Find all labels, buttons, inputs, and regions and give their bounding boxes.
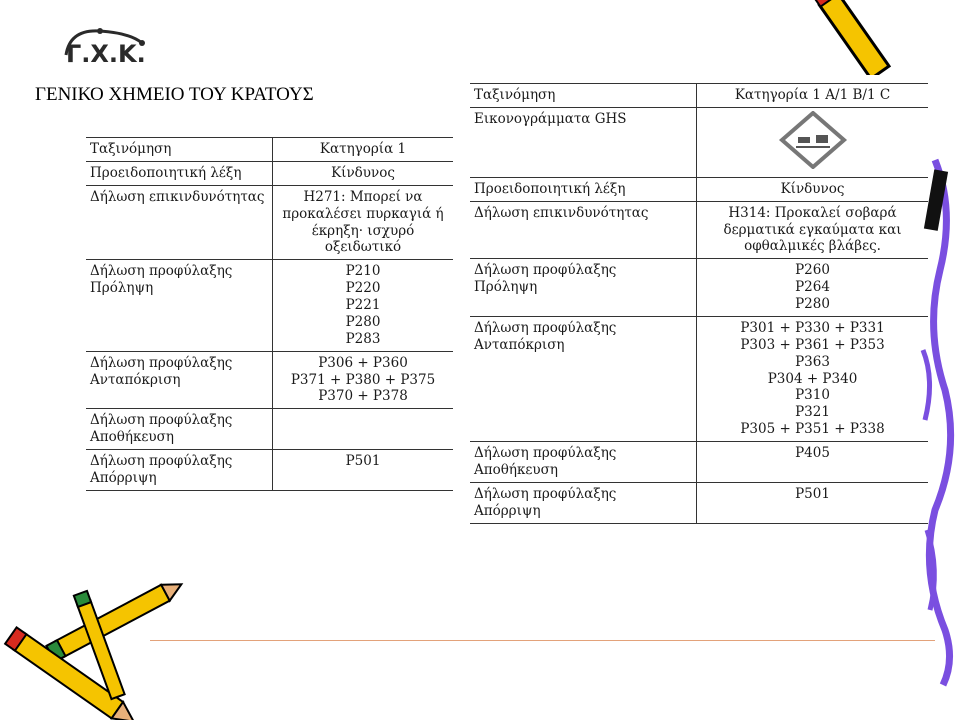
- row-value: Κατηγορία 1: [273, 138, 454, 162]
- row-value: P501: [273, 450, 454, 491]
- row-label: Δήλωση προφύλαξης Απόρριψη: [470, 482, 697, 523]
- row-value: H271: Μπορεί να προκαλέσει πυρκαγιά ή έκρηξη· ισχυρό οξειδωτικό: [273, 185, 454, 260]
- row-value: [697, 107, 929, 177]
- row-label: Δήλωση προφύλαξης Αποθήκευση: [86, 409, 273, 450]
- purple-swoosh-decoration-icon: [915, 150, 960, 690]
- page-title: ΓΕΝΙΚΟ ΧΗΜΕΙΟ ΤΟΥ ΚΡΑΤΟΥΣ: [35, 84, 314, 105]
- row-label: Προειδοποιητική λέξη: [470, 177, 697, 201]
- row-value: P210 P220 P221 P280 P283: [273, 260, 454, 351]
- pencils-decoration-icon: [0, 580, 200, 720]
- table-row: [470, 201, 928, 259]
- row-value: P301 + P330 + P331 P303 + P361 + P353 P363 P304 + P340 P310 P321 P305 + P351 + P338: [697, 316, 929, 441]
- row-value: P501: [697, 482, 929, 523]
- row-label: Δήλωση επικινδυνότητας: [86, 185, 273, 260]
- logo-text: Γ.Χ.Κ.: [66, 40, 146, 68]
- row-label: Εικονογράμματα GHS: [470, 107, 697, 177]
- row-label: Δήλωση προφύλαξης Πρόληψη: [86, 260, 273, 351]
- table-row: [470, 84, 928, 108]
- row-value: Κίνδυνος: [697, 177, 929, 201]
- table-row: [86, 185, 453, 260]
- table-row: [86, 138, 453, 162]
- table-row: [470, 482, 928, 523]
- table-row: [86, 409, 453, 450]
- row-label: Δήλωση προφύλαξης Πρόληψη: [470, 259, 697, 317]
- row-label: Δήλωση προφύλαξης Αποθήκευση: [470, 442, 697, 483]
- hazard-table-2: [470, 83, 928, 524]
- row-label: Δήλωση προφύλαξης Ανταπόκριση: [86, 351, 273, 409]
- hazard-table-1: [86, 137, 453, 491]
- table-row: [86, 450, 453, 491]
- row-value: [273, 409, 454, 450]
- row-label: Δήλωση προφύλαξης Απόρριψη: [86, 450, 273, 491]
- row-value: P260 P264 P280: [697, 259, 929, 317]
- table-row: [86, 161, 453, 185]
- ghs-corrosion-icon: [778, 111, 848, 169]
- table-row: [470, 177, 928, 201]
- row-label: Ταξινόμηση: [470, 84, 697, 108]
- row-value: H314: Προκαλεί σοβαρά δερματικά εγκαύματα και οφθαλμικές βλάβες.: [697, 201, 929, 259]
- table-row: [86, 260, 453, 351]
- footer-divider: [150, 640, 935, 641]
- table-row: [470, 316, 928, 441]
- table-row: [86, 351, 453, 409]
- row-label: Ταξινόμηση: [86, 138, 273, 162]
- table-row: [470, 107, 928, 177]
- table-row: [470, 259, 928, 317]
- row-value: P405: [697, 442, 929, 483]
- table-row: [470, 442, 928, 483]
- row-label: Δήλωση επικινδυνότητας: [470, 201, 697, 259]
- row-label: Προειδοποιητική λέξη: [86, 161, 273, 185]
- row-label: Δήλωση προφύλαξης Ανταπόκριση: [470, 316, 697, 441]
- row-value: P306 + P360 P371 + P380 + P375 P370 + P378: [273, 351, 454, 409]
- pencil-top-decoration-icon: [810, 0, 900, 75]
- row-value: Κίνδυνος: [273, 161, 454, 185]
- row-value: Κατηγορία 1 Α/1 Β/1 C: [697, 84, 929, 108]
